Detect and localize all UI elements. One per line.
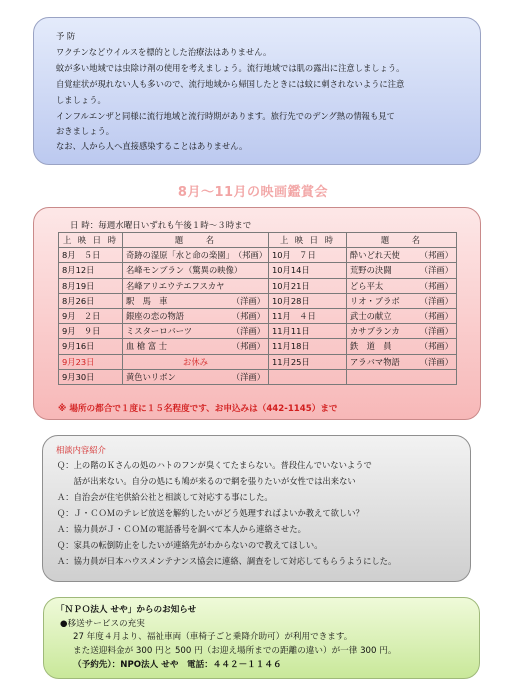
movie-section-title: 8月～11月の映画鑑賞会 [177,185,329,200]
movie-title: リオ・ブラボ [350,295,400,306]
movie-genre: （邦画） [419,250,453,261]
movie-genre: （邦画） [233,250,268,261]
movie-title-cell [347,339,457,354]
header-date: 上 映 日 時 [269,233,347,248]
movie-schedule-table [58,232,457,385]
consultation-line: Ｑ：上の階のＫさんの処のハトのフンが臭くてたまらない。普段住んでいないようで [57,460,372,470]
prevention-line: しましょう。 [56,95,106,105]
screening-date-cell: 8月 ５日 [59,248,123,263]
movie-title-cell [347,278,457,293]
screening-date-cell: 9月 ２日 [59,308,123,323]
consultation-line: Ｑ：Ｊ・ＣＯＭのテレビ放送を解約したいがどう処理すればよいか教えて欲しい？ [57,508,364,518]
screening-date-cell: 8月12日 [59,263,123,278]
movie-title: 駅 馬 車 [126,295,168,306]
npo-contact: （予約先）：NPO法人 せや 電話：４４２－１１４６ [73,660,282,670]
movie-title: 血 槍 富 士 [126,341,168,352]
movie-title-cell: 名峰モンブラン（驚異の映像） [123,263,269,278]
screening-date-cell [269,369,347,384]
movie-title: 酔いどれ天使 [350,250,400,261]
movie-title-cell [123,293,269,308]
movie-genre: （洋画） [419,326,453,337]
movie-title: 武士の献立 [350,311,392,322]
movie-genre: （邦画） [419,341,453,352]
schedule-time: 日 時：毎週水曜日いずれも午後１時～３時まで [70,221,252,231]
movie-genre: （洋画） [419,265,453,276]
consultation-line: Ａ：自治会が住宅供給公社と相談して対応する事にした。 [57,492,273,502]
screening-date-cell: 11月11日 [269,324,347,339]
movie-genre: （洋画） [231,326,265,337]
screening-date-cell: 9月16日 [59,339,123,354]
table-row [59,293,457,308]
movie-title-cell [123,339,269,354]
movie-title-cell [347,308,457,323]
movie-title-cell [347,263,457,278]
movie-title-cell [123,248,269,263]
prevention-title: 予 防 [56,31,76,41]
movie-title-cell: お休み [123,354,269,369]
movie-title: どら平太 [350,280,384,291]
prevention-line: なお、人から人へ直接感染することはありません。 [56,141,248,151]
movie-title-cell [347,354,457,369]
table-row [59,278,457,293]
movie-genre: （洋画） [231,371,265,382]
movie-genre: （邦画） [231,311,265,322]
movie-title: ミスターロバーツ [126,326,193,337]
npo-title: 「ＮＰＯ法人 せや」からのお知らせ [56,605,197,615]
screening-date-cell: 10月21日 [269,278,347,293]
screening-date-cell: 8月19日 [59,278,123,293]
table-row [59,324,457,339]
table-header-row [59,233,457,248]
header-date: 上 映 日 時 [59,233,123,248]
screening-date-cell: 11月18日 [269,339,347,354]
movie-genre: （邦画） [419,311,453,322]
movie-title-cell [347,369,457,384]
movie-title-cell [123,369,269,384]
prevention-box [33,17,481,165]
consultation-box [42,435,471,582]
movie-title: 黄色いリボン [126,371,176,382]
movie-genre: （邦画） [231,341,265,352]
movie-genre: （洋画） [231,295,265,306]
movie-title: 奇跡の湿原「水と命の楽園」 [126,250,234,261]
table-row [59,248,457,263]
screening-date-cell: 10月14日 [269,263,347,278]
screening-date-cell: 11月25日 [269,354,347,369]
screening-date-cell: 9月23日 [59,354,123,369]
table-row [59,308,457,323]
movie-title: 鉄 道 員 [350,341,392,352]
header-title: 題 名 [123,233,269,248]
prevention-line: おきましょう。 [56,126,115,136]
consultation-line: Ｑ：家具の転倒防止をしたいが連絡先がわからないので教えてほしい。 [57,540,323,550]
screening-date-cell: 8月26日 [59,293,123,308]
movie-title-cell [123,324,269,339]
prevention-line: 蚊が多い地域では虫除け剤の使用を考えましょう。流行地域では肌の露出に注意しましょう。 [56,63,405,73]
prevention-line: インフルエンザと同様に流行地域と流行時期があります。旅行先でのデング熱の情報も見て [56,111,395,121]
screening-date-cell: 10月 ７日 [269,248,347,263]
consultation-line: Ａ：協力員が日本ハウスメンテナンス協会に連絡、調査をして対応してもらうようにした。 [57,556,397,566]
movie-title: 荒野の決闘 [350,265,392,276]
table-row [59,339,457,354]
npo-line: 27 年度４月より、福祉車両（車椅子ごと乗降介助可）が利用できます。 [73,632,353,642]
movie-title-cell [347,248,457,263]
consultation-title: 相談内容紹介 [56,445,106,455]
consultation-line: 話が出来ない。自分の処にも鳩が来るので網を張りたいが女性では出来ない [57,476,356,486]
prevention-line: 自覚症状が現れない人も多いので、流行地域から帰国したときには蚊に刺されないように注意 [56,79,405,89]
screening-date-cell: 9月 ９日 [59,324,123,339]
movie-genre: （邦画） [419,280,453,291]
schedule-note: ※ 場所の都合で１度に１５名程度です、お申込みは（442-1145）まで [58,404,338,414]
movie-title-cell: 名峰アリエウテエフスカヤ [123,278,269,293]
screening-date-cell: 11月 ４日 [269,308,347,323]
screening-date-cell: 9月30日 [59,369,123,384]
npo-notice-box [43,597,480,679]
prevention-line: ワクチンなどウイルスを標的とした治療法はありません。 [56,47,272,57]
table-row [59,263,457,278]
table-row [59,354,457,369]
movie-title-cell [123,308,269,323]
movie-title-cell [347,324,457,339]
movie-genre: （洋画） [419,356,453,367]
header-title: 題 名 [347,233,457,248]
movie-title-cell [347,293,457,308]
table-row [59,369,457,384]
consultation-line: Ａ：協力員がＪ・ＣＯＭの電話番号を調べて本人から連絡させた。 [57,524,306,534]
movie-title: アラバマ物語 [350,356,400,367]
npo-subtitle: ●移送サービスの充実 [60,619,145,629]
movie-title: 銀座の恋の物語 [126,311,185,322]
movie-genre: （洋画） [419,295,453,306]
movie-title: カサブランカ [350,326,400,337]
npo-line: また送迎料金が 300 円と 500 円（お迎え場所までの距離の違い）が一律 300 円。 [73,646,397,656]
screening-date-cell: 10月28日 [269,293,347,308]
